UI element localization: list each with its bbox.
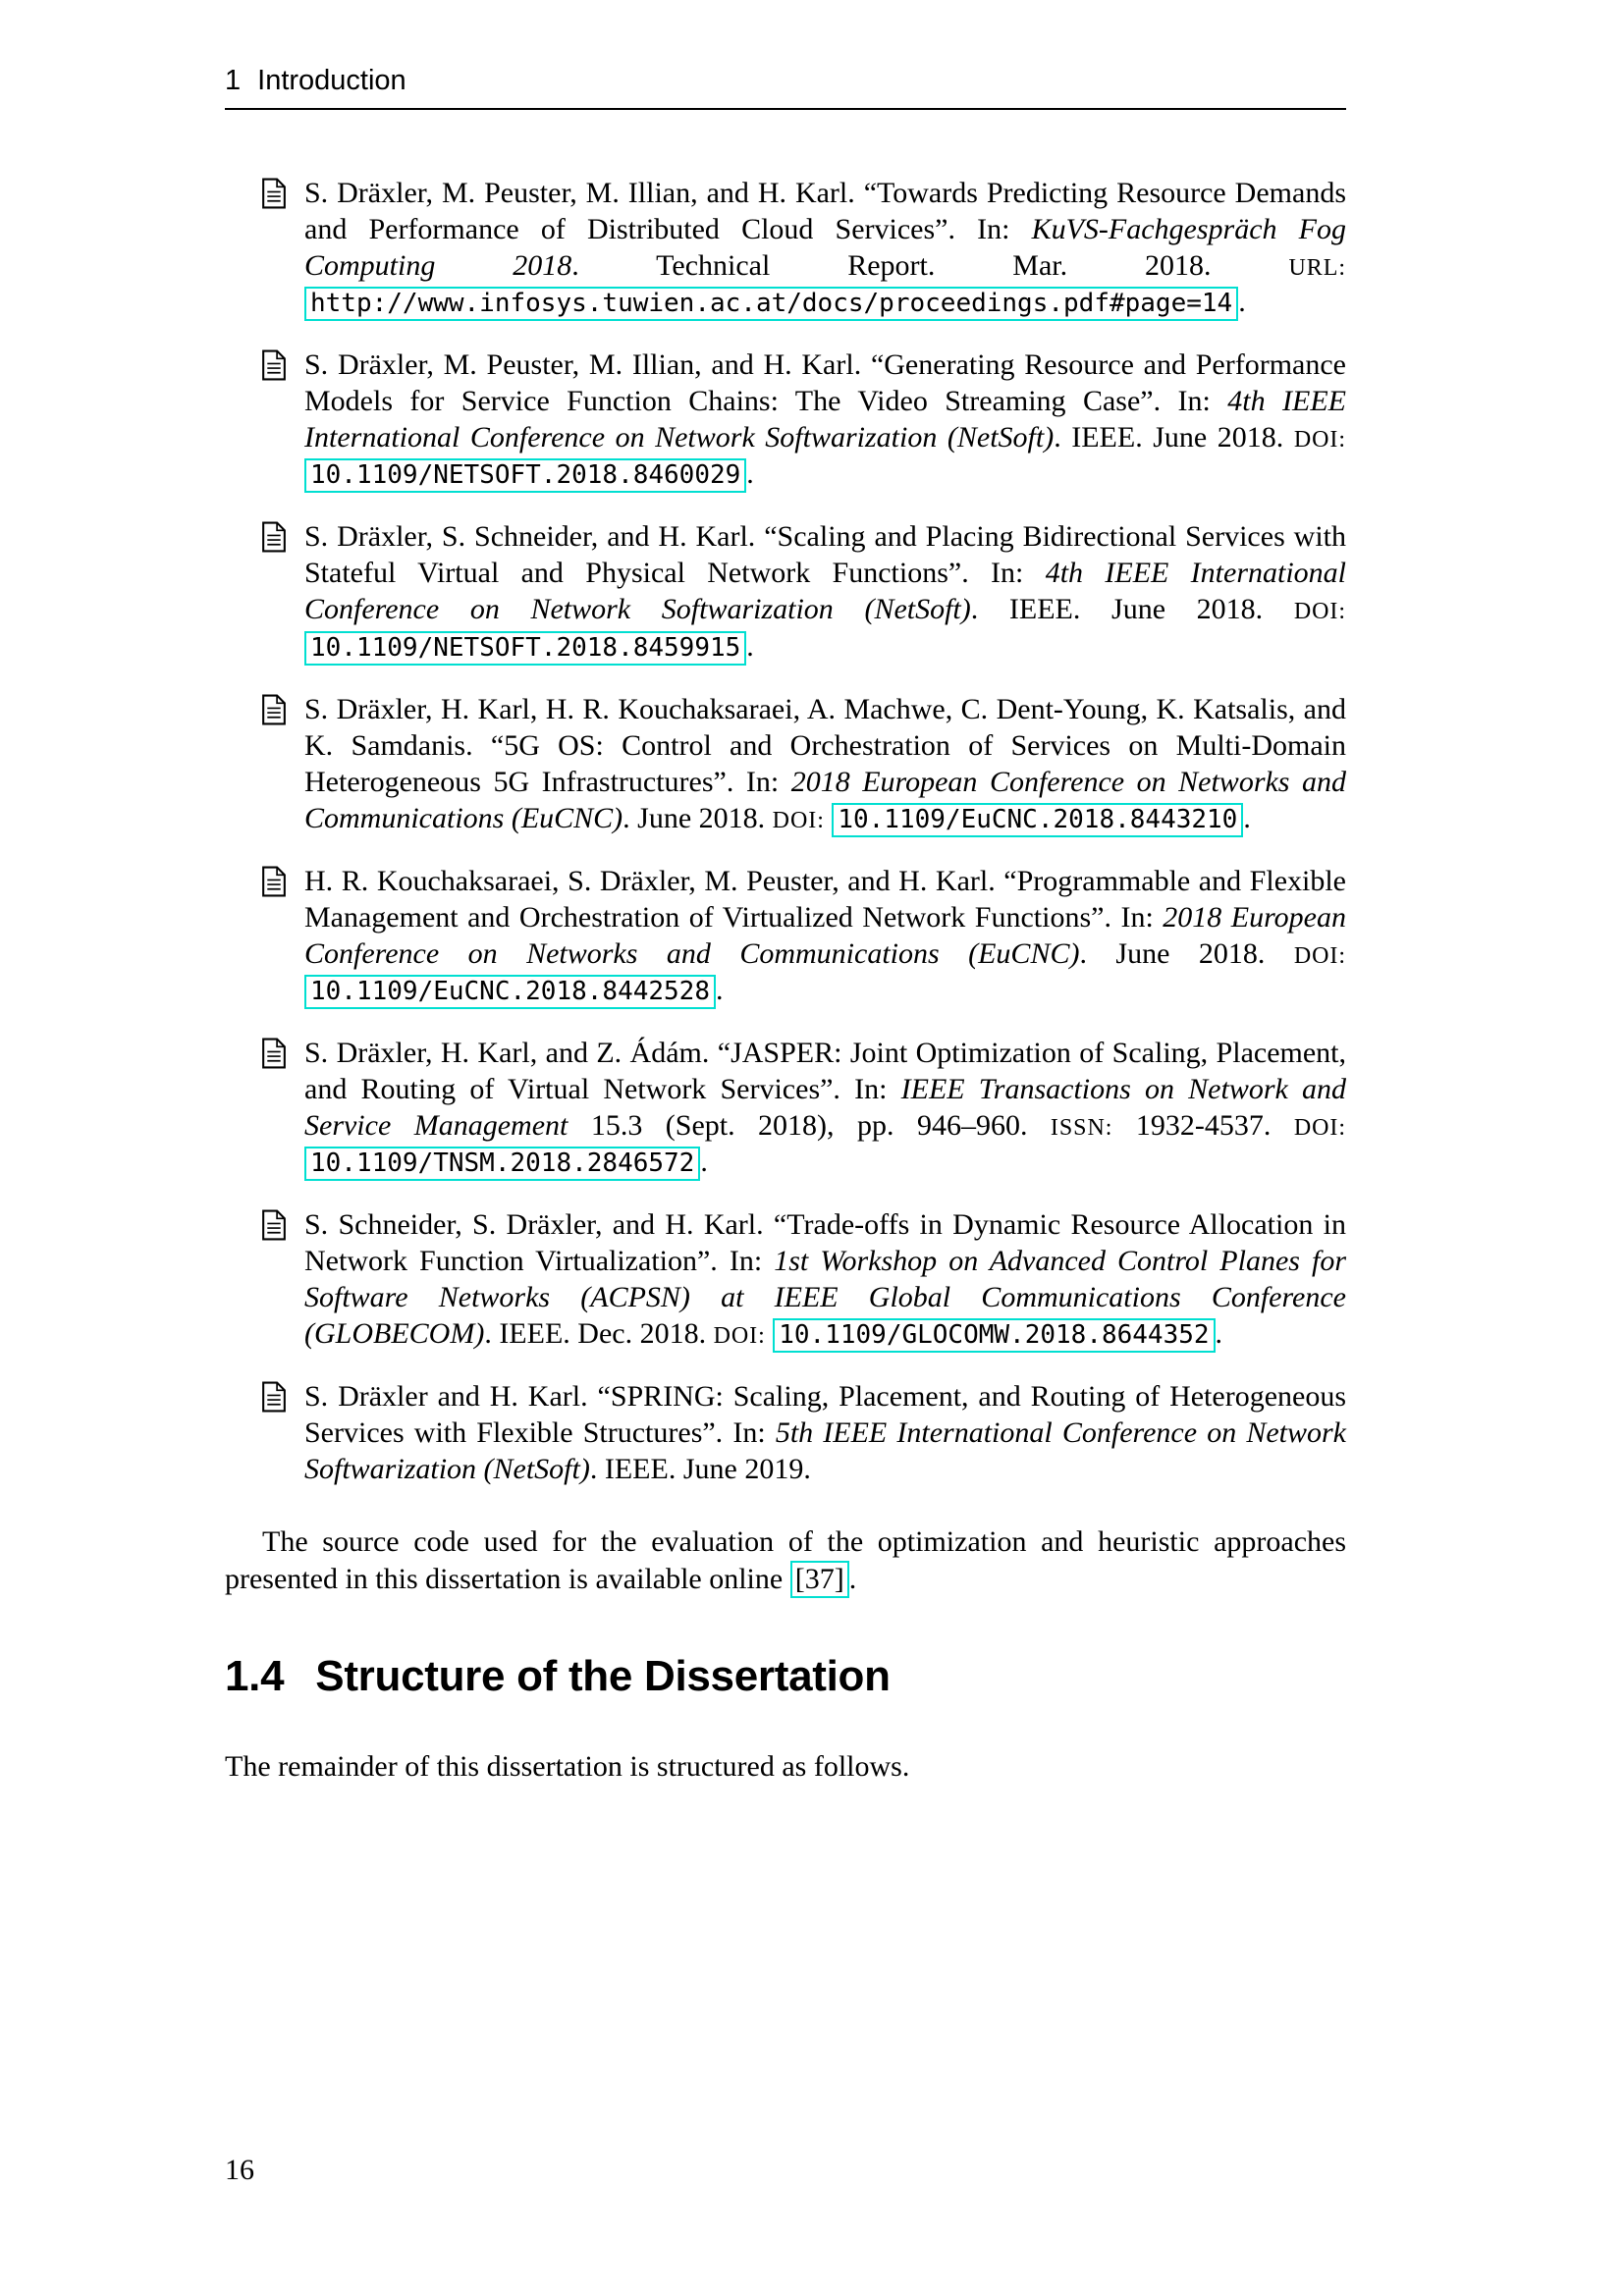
italic-text-segment: KuVS-Fachgespräch Fog Computing 2018 (304, 213, 1346, 283)
field-label: URL: (1288, 255, 1346, 282)
document-icon (261, 1038, 287, 1069)
hyperlink[interactable]: 10.1109/EuCNC.2018.8442528 (304, 975, 716, 1009)
text-segment: 15.3 (Sept. 2018), pp. 946–960. (568, 1109, 1051, 1143)
text-segment: . (746, 629, 754, 663)
italic-text-segment: 1st Workshop on Advanced Control Planes for Software Networks (ACPSN) at IEEE Global Communications Conference (GLOBECOM) (304, 1245, 1346, 1351)
document-icon (261, 866, 287, 897)
italic-text-segment: 2018 European Conference on Networks and Communications (EuCNC) (304, 900, 1346, 970)
publication-entry (225, 1206, 1346, 1352)
text-segment: S. Dräxler, H. Karl, H. R. Kouchaksaraei, A. Machwe, C. Dent-Young, K. Katsalis, and K. Samdanis. “5G OS: Control and Orchestration of Services on Multi-Domain Heterogeneous 5G Infrastructures”. In: (304, 692, 1346, 798)
publication-text (304, 1206, 1346, 1352)
text-segment: . Technical Report. Mar. 2018. (571, 249, 1289, 283)
text-segment: . June 2018. (623, 801, 773, 834)
source-code-paragraph (225, 1523, 1346, 1596)
running-header-text (225, 65, 1346, 97)
publication-entry (225, 175, 1346, 320)
header-section-title: Introduction (257, 65, 406, 96)
field-label: DOI: (772, 807, 825, 833)
text-segment: S. Dräxler, M. Peuster, M. Illian, and H. Karl. “Towards Predicting Resource Demands and Performance of Distributed Cloud Services”. In: (304, 177, 1346, 246)
text-segment: . (848, 1562, 857, 1595)
text-segment: . (716, 973, 724, 1006)
publication-entry (225, 518, 1346, 664)
field-label: DOI: (1293, 599, 1346, 625)
italic-text-segment: 4th IEEE International Conference on Network Softwarization (NetSoft) (304, 385, 1346, 454)
text-segment: H. R. Kouchaksaraei, S. Dräxler, M. Peuster, and H. Karl. “Programmable and Flexible Management and Orchestration of Virtualized Network Functions”. In: (304, 864, 1346, 934)
hyperlink[interactable]: 10.1109/GLOCOMW.2018.8644352 (773, 1318, 1215, 1353)
hyperlink[interactable]: 10.1109/TNSM.2018.2846572 (304, 1147, 700, 1181)
publication-entry (225, 691, 1346, 836)
publication-entry (225, 1378, 1346, 1487)
italic-text-segment: IEEE Transactions on Network and Service Management (304, 1072, 1347, 1143)
publication-text (304, 691, 1346, 836)
text-segment: . June 2018. (1079, 936, 1294, 970)
text-segment: S. Dräxler, S. Schneider, and H. Karl. “Scaling and Placing Bidirectional Services with Stateful Virtual and Physical Network Functions”. In: (304, 520, 1346, 590)
field-label: DOI: (1293, 1115, 1346, 1142)
publication-text (304, 518, 1346, 664)
publication-list (225, 175, 1346, 1487)
text-segment: S. Schneider, S. Dräxler, and H. Karl. “Trade-offs in Dynamic Resource Allocation in Network Function Virtualization”. In: (304, 1208, 1346, 1278)
header-section-number: 1 (225, 65, 242, 96)
field-label: DOI: (1293, 427, 1346, 454)
field-label: ISSN: (1050, 1115, 1113, 1142)
publication-entry (225, 863, 1346, 1008)
publication-text (304, 1035, 1346, 1180)
section-title: Structure of the Dissertation (315, 1651, 891, 1700)
closing-paragraph: The remainder of this dissertation is structured as follows. (225, 1749, 910, 1783)
text-segment: . (700, 1146, 708, 1179)
italic-text-segment: 5th IEEE International Conference on Network Softwarization (NetSoft) (304, 1416, 1346, 1486)
page-content (225, 175, 1346, 1785)
italic-text-segment: 2018 European Conference on Networks and Communications (EuCNC) (304, 765, 1346, 834)
publication-text (304, 1378, 1346, 1487)
document-icon (261, 178, 287, 209)
hyperlink[interactable]: 10.1109/NETSOFT.2018.8460029 (304, 458, 746, 493)
running-header (225, 65, 1346, 110)
text-segment: . IEEE. June 2018. (1054, 421, 1294, 454)
text-segment: . IEEE. June 2019. (589, 1453, 811, 1486)
section-heading (225, 1650, 1346, 1703)
hyperlink[interactable]: 10.1109/EuCNC.2018.8443210 (832, 803, 1243, 837)
field-label: DOI: (713, 1323, 766, 1350)
text-segment: S. Dräxler, H. Karl, and Z. Ádám. “JASPER: Joint Optimization of Scaling, Placement, and Routing of Virtual Network Services”. In: (304, 1036, 1346, 1105)
document-icon (261, 349, 287, 381)
document-icon (261, 1209, 287, 1241)
publication-entry (225, 1035, 1346, 1180)
italic-text-segment: 4th IEEE International Conference on Network Softwarization (NetSoft) (304, 557, 1347, 626)
text-segment: S. Dräxler, M. Peuster, M. Illian, and H. Karl. “Generating Resource and Performance Models for Service Function Chains: The Video Streaming Case”. In: (304, 348, 1346, 418)
page-number: 16 (225, 2154, 254, 2186)
hyperlink[interactable]: http://www.infosys.tuwien.ac.at/docs/proceedings.pdf#page=14 (304, 287, 1238, 321)
section-number: 1.4 (225, 1651, 285, 1700)
field-label: DOI: (1293, 942, 1346, 969)
text-segment: . IEEE. June 2018. (970, 593, 1294, 626)
text-segment: . (1238, 286, 1246, 319)
citation-link[interactable]: [37] (790, 1561, 849, 1598)
hyperlink[interactable]: 10.1109/NETSOFT.2018.8459915 (304, 631, 746, 666)
publication-text (304, 863, 1346, 1008)
text-segment: . (1215, 1317, 1223, 1351)
text-segment: . (746, 457, 754, 491)
document-icon (261, 521, 287, 553)
header-rule (225, 108, 1346, 110)
text-segment: S. Dräxler and H. Karl. “SPRING: Scaling, Placement, and Routing of Heterogeneous Services with Flexible Structures”. In: (304, 1380, 1346, 1450)
publication-entry (225, 347, 1346, 492)
publication-text (304, 347, 1346, 492)
text-segment: . IEEE. Dec. 2018. (484, 1317, 714, 1351)
document-icon (261, 1381, 287, 1413)
text-segment: The source code used for the evaluation of the optimization and heuristic approaches presented in this dissertation is available online (225, 1525, 1346, 1595)
document-icon (261, 694, 287, 725)
text-segment: . (1243, 801, 1251, 834)
text-segment: 1932-4537. (1112, 1109, 1294, 1143)
publication-text (304, 175, 1346, 320)
